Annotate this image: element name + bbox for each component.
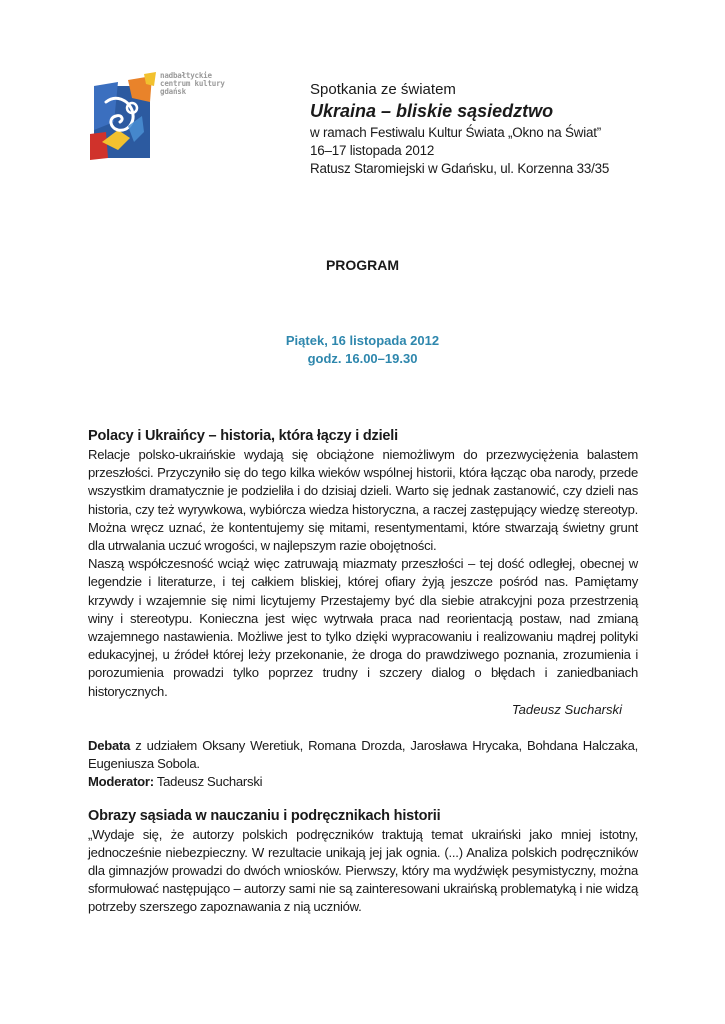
series-name: Spotkania ze światem — [310, 81, 456, 98]
day-info — [0, 332, 725, 368]
section-paragraph: „Wydaje się, że autorzy polskich podręczników traktują temat ukraiński jako mniej istotny, jednocześnie niebezpieczny. W rezultacie unikają jej jak ognia. (...) Analiza polskich podręczników dla gimnazjów prowadzi do dwóch wniosków. Pierwszy, który ma wydźwięk pesymistyczny, można sformułować następująco – autorzy sami nie są zainteresowani ukraińską problematyką i nie widzą potrzeby szerszego zapoznawania z nią uczniów. — [88, 826, 638, 915]
logo-text — [160, 72, 230, 96]
program-heading: PROGRAM — [325, 257, 400, 273]
event-dates: 16–17 listopada 2012 — [310, 143, 435, 158]
moderator-label: Moderator: — [88, 774, 154, 790]
logo-line: gdańsk — [160, 87, 186, 96]
debate-participants: z udziałem Oksany Weretiuk, Romana Drozda, Jarosława Hrycaka, Bohdana Halczaka, Eugeniusza Sobola. — [88, 738, 638, 772]
logo-mark-icon — [88, 72, 160, 162]
event-title: Ukraina – bliskie sąsiedztwo — [310, 101, 554, 121]
section-title: Obrazy sąsiada w nauczaniu i podręcznikach historii — [88, 807, 441, 824]
author-signature: Tadeusz Sucharski — [511, 701, 622, 717]
organizer-logo — [88, 72, 228, 162]
logo-line: nadbałtyckie — [160, 71, 212, 80]
section-paragraph: Relacje polsko-ukraińskie wydają się obciążone niemożliwym do przezwyciężenia balastem przeszłości. Przyczyniło się do tego kilka wieków wspólnej historii, która łącząc oba narody, przede wszystkim dramatycznie je podzieliła i do dzisiaj dzieli. Warto się jednak zastanowić, czy dzieli nas historia, czy też wyrywkowa, wybiórcza wiedza historyczna, a raczej zastępujący wiedzę stereotyp. Można wręcz uznać, że kontentujemy się mitami, resentymentami, które stwarzają świetny grunt dla utrwalania uczuć wrogości, w najlepszym razie obojętności. — [88, 447, 638, 554]
moderator-info — [88, 773, 638, 791]
event-header — [310, 80, 690, 178]
festival-line: w ramach Festiwalu Kultur Świata „Okno na Świat” — [310, 125, 602, 140]
day-hours: godz. 16.00–19.30 — [307, 351, 418, 366]
debate-label: Debata — [88, 738, 131, 754]
moderator-name: Tadeusz Sucharski — [153, 774, 263, 790]
day-date: Piątek, 16 listopada 2012 — [285, 333, 440, 348]
event-venue: Ratusz Staromiejski w Gdańsku, ul. Korzenna 33/35 — [310, 161, 610, 176]
program-content — [88, 426, 638, 917]
debate-info — [88, 737, 638, 773]
section-title: Polacy i Ukraińcy – historia, która łączy i dzieli — [88, 428, 398, 444]
logo-line: centrum kultury — [160, 79, 225, 88]
section-paragraph: Naszą współczesność wciąż więc zatruwają miazmaty przeszłości – tej dość odległej, obecnej w legendzie i literaturze, i tej całkiem bliskiej, której ofiary żyją jeszcze pośród nas. Pamiętamy krzywdy i wzajemnie się nimi licytujemy Przestajemy być dla siebie atrakcyjni poza przestrzenią winy i stereotypu. Konieczna jest więc wytrwała praca nad reorientacją postaw, nad zmianą wzajemnego nastawienia. Możliwe jest to tylko dzięki wypracowaniu i realizowaniu mądrej polityki edukacyjnej, u źródeł której leży przekonanie, że droga do prawdziwego poznania, zrozumienia i porozumienia prowadzi tylko poprzez trudny i szczery dialog o błędach i zaniedbaniach historycznych. — [88, 556, 638, 699]
